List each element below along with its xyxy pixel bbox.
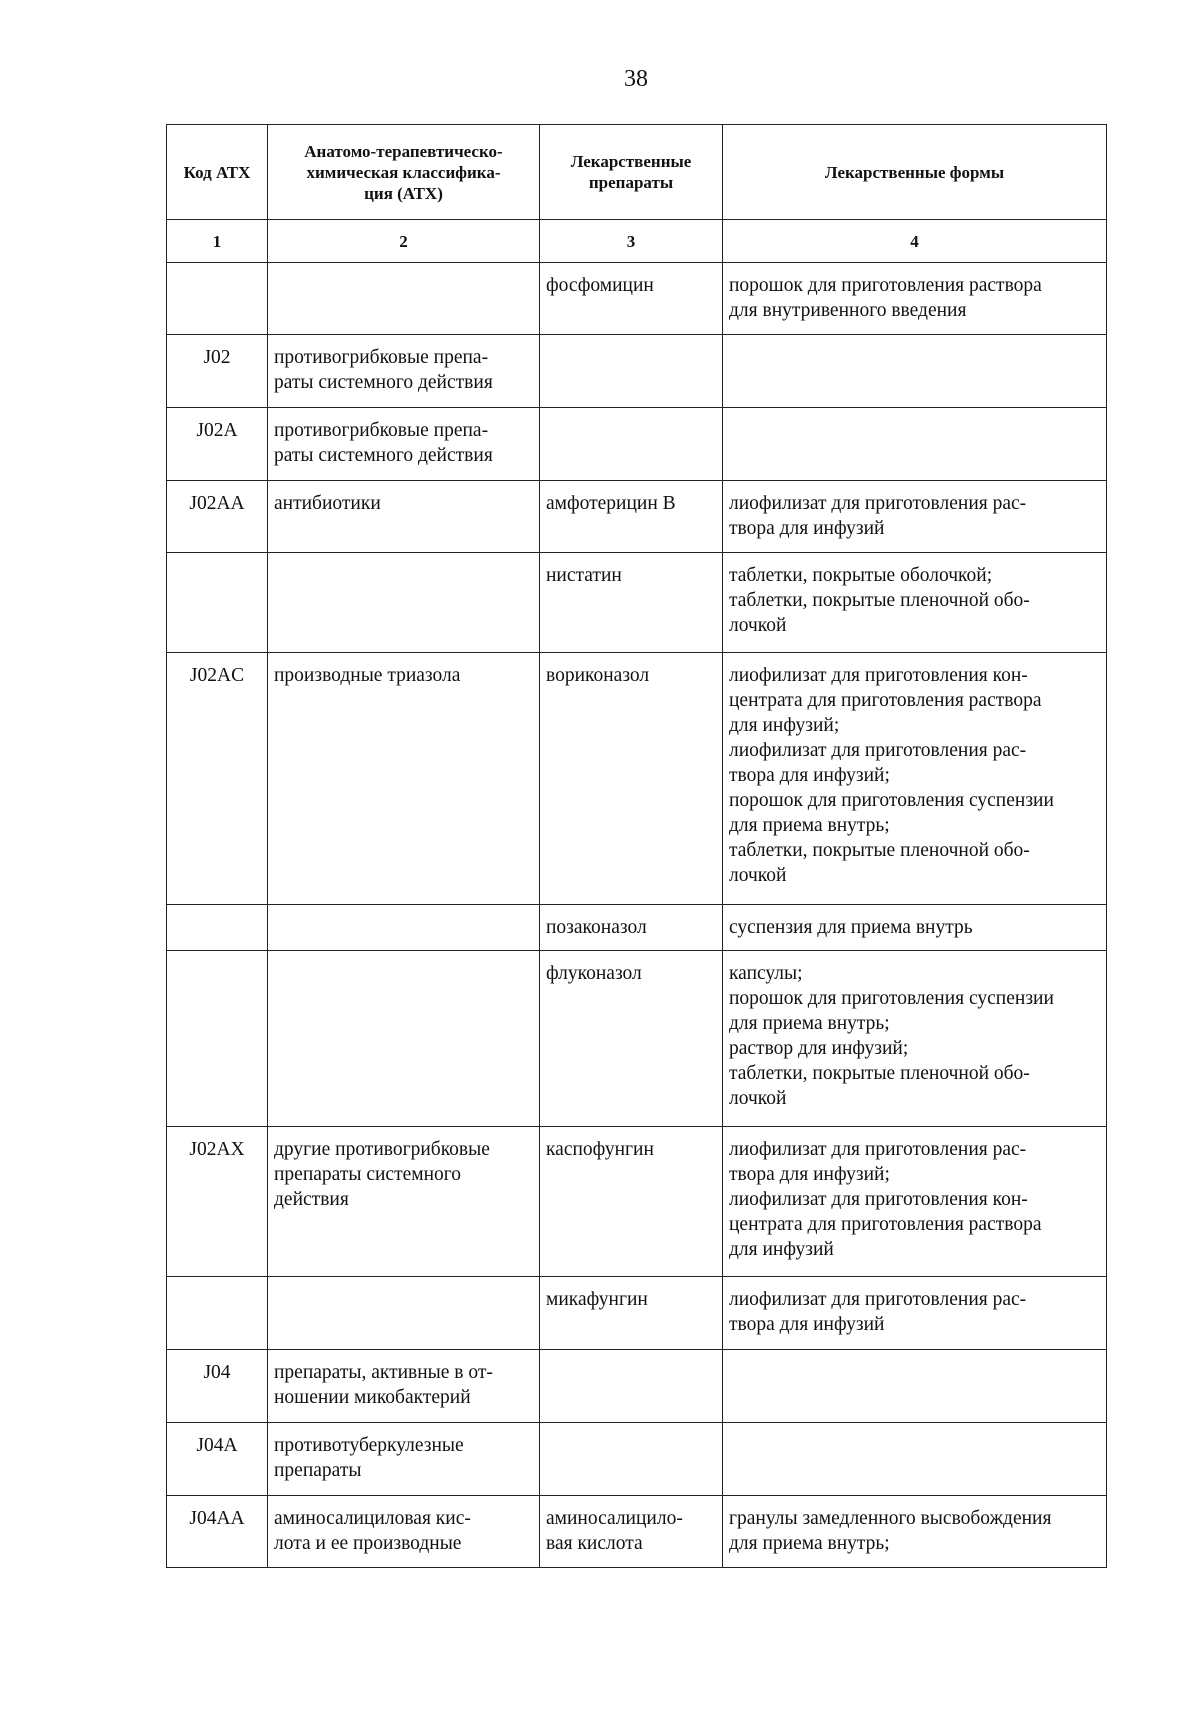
header-code: Код АТХ xyxy=(167,125,268,220)
column-number: 1 xyxy=(167,220,268,263)
classification-cell xyxy=(268,263,540,335)
table-row xyxy=(167,553,1107,653)
atx-code-cell xyxy=(167,951,268,1127)
atx-code-cell xyxy=(167,553,268,653)
page-number: 38 xyxy=(624,66,648,92)
drug-cell: фосфомицин xyxy=(540,263,723,335)
classification-cell: противогрибковые препа- раты системного действия xyxy=(268,408,540,481)
drug-cell: каспофунгин xyxy=(540,1127,723,1277)
atx-code-cell: J02AX xyxy=(167,1127,268,1277)
header-forms: Лекарственные формы xyxy=(723,125,1107,220)
drug-cell: вориконазол xyxy=(540,653,723,905)
classification-cell: производные триазола xyxy=(268,653,540,905)
forms-cell: порошок для приготовления раствора для внутривенного введения xyxy=(723,263,1107,335)
drug-cell: аминосалицило- вая кислота xyxy=(540,1496,723,1568)
forms-cell xyxy=(723,408,1107,481)
table-row xyxy=(167,408,1107,481)
forms-cell: лиофилизат для приготовления рас- твора для инфузий; лиофилизат для приготовления кон- центрата для приготовления раствора для инфузий xyxy=(723,1127,1107,1277)
forms-cell: таблетки, покрытые оболочкой; таблетки, покрытые пленочной обо- лочкой xyxy=(723,553,1107,653)
table-row xyxy=(167,905,1107,951)
table-row xyxy=(167,481,1107,553)
header-drug: Лекарственные препараты xyxy=(540,125,723,220)
classification-cell: антибиотики xyxy=(268,481,540,553)
forms-cell: лиофилизат для приготовления рас- твора для инфузий xyxy=(723,481,1107,553)
column-number-row xyxy=(167,220,1107,263)
table-row xyxy=(167,335,1107,408)
classification-cell xyxy=(268,1277,540,1350)
table-row xyxy=(167,263,1107,335)
column-number: 2 xyxy=(268,220,540,263)
atx-code-cell: J02 xyxy=(167,335,268,408)
atx-code-cell: J04 xyxy=(167,1350,268,1423)
drug-cell xyxy=(540,408,723,481)
forms-cell: лиофилизат для приготовления рас- твора для инфузий xyxy=(723,1277,1107,1350)
drug-cell xyxy=(540,1350,723,1423)
classification-cell xyxy=(268,951,540,1127)
drug-cell: нистатин xyxy=(540,553,723,653)
forms-cell: лиофилизат для приготовления кон- центрата для приготовления раствора для инфузий; лиофилизат для приготовления рас- твора для инфузий; порошок для приготовления суспензии для приема внутрь; таблетки, покрытые пленочной обо- лочкой xyxy=(723,653,1107,905)
atx-code-cell: J04A xyxy=(167,1423,268,1496)
atx-code-cell xyxy=(167,263,268,335)
classification-cell: противогрибковые препа- раты системного действия xyxy=(268,335,540,408)
drug-cell xyxy=(540,335,723,408)
forms-cell: суспензия для приема внутрь xyxy=(723,905,1107,951)
header-row xyxy=(167,125,1107,220)
classification-cell: аминосалициловая кис- лота и ее производные xyxy=(268,1496,540,1568)
atx-code-cell: J02A xyxy=(167,408,268,481)
atx-code-cell: J02AA xyxy=(167,481,268,553)
table-row xyxy=(167,951,1107,1127)
classification-cell: другие противогрибковые препараты системного действия xyxy=(268,1127,540,1277)
classification-cell: препараты, активные в от- ношении микобактерий xyxy=(268,1350,540,1423)
classification-cell xyxy=(268,553,540,653)
forms-cell: гранулы замедленного высвобождения для приема внутрь; xyxy=(723,1496,1107,1568)
table-row xyxy=(167,1423,1107,1496)
table-row xyxy=(167,1350,1107,1423)
forms-cell xyxy=(723,1423,1107,1496)
atx-table xyxy=(166,124,1107,1568)
header-classification: Анатомо-терапевтическо- химическая классифика- ция (АТХ) xyxy=(268,125,540,220)
drug-cell: амфотерицин В xyxy=(540,481,723,553)
table-row xyxy=(167,1496,1107,1568)
column-number: 3 xyxy=(540,220,723,263)
forms-cell xyxy=(723,1350,1107,1423)
classification-cell: противотуберкулезные препараты xyxy=(268,1423,540,1496)
column-number: 4 xyxy=(723,220,1107,263)
drug-cell: флуконазол xyxy=(540,951,723,1127)
atx-code-cell: J02AC xyxy=(167,653,268,905)
atx-code-cell xyxy=(167,905,268,951)
forms-cell xyxy=(723,335,1107,408)
drug-cell: микафунгин xyxy=(540,1277,723,1350)
atx-code-cell xyxy=(167,1277,268,1350)
table-row xyxy=(167,653,1107,905)
table-row xyxy=(167,1127,1107,1277)
forms-cell: капсулы; порошок для приготовления суспензии для приема внутрь; раствор для инфузий; таблетки, покрытые пленочной обо- лочкой xyxy=(723,951,1107,1127)
classification-cell xyxy=(268,905,540,951)
atx-code-cell: J04AA xyxy=(167,1496,268,1568)
drug-cell xyxy=(540,1423,723,1496)
drug-cell: позаконазол xyxy=(540,905,723,951)
table-row xyxy=(167,1277,1107,1350)
